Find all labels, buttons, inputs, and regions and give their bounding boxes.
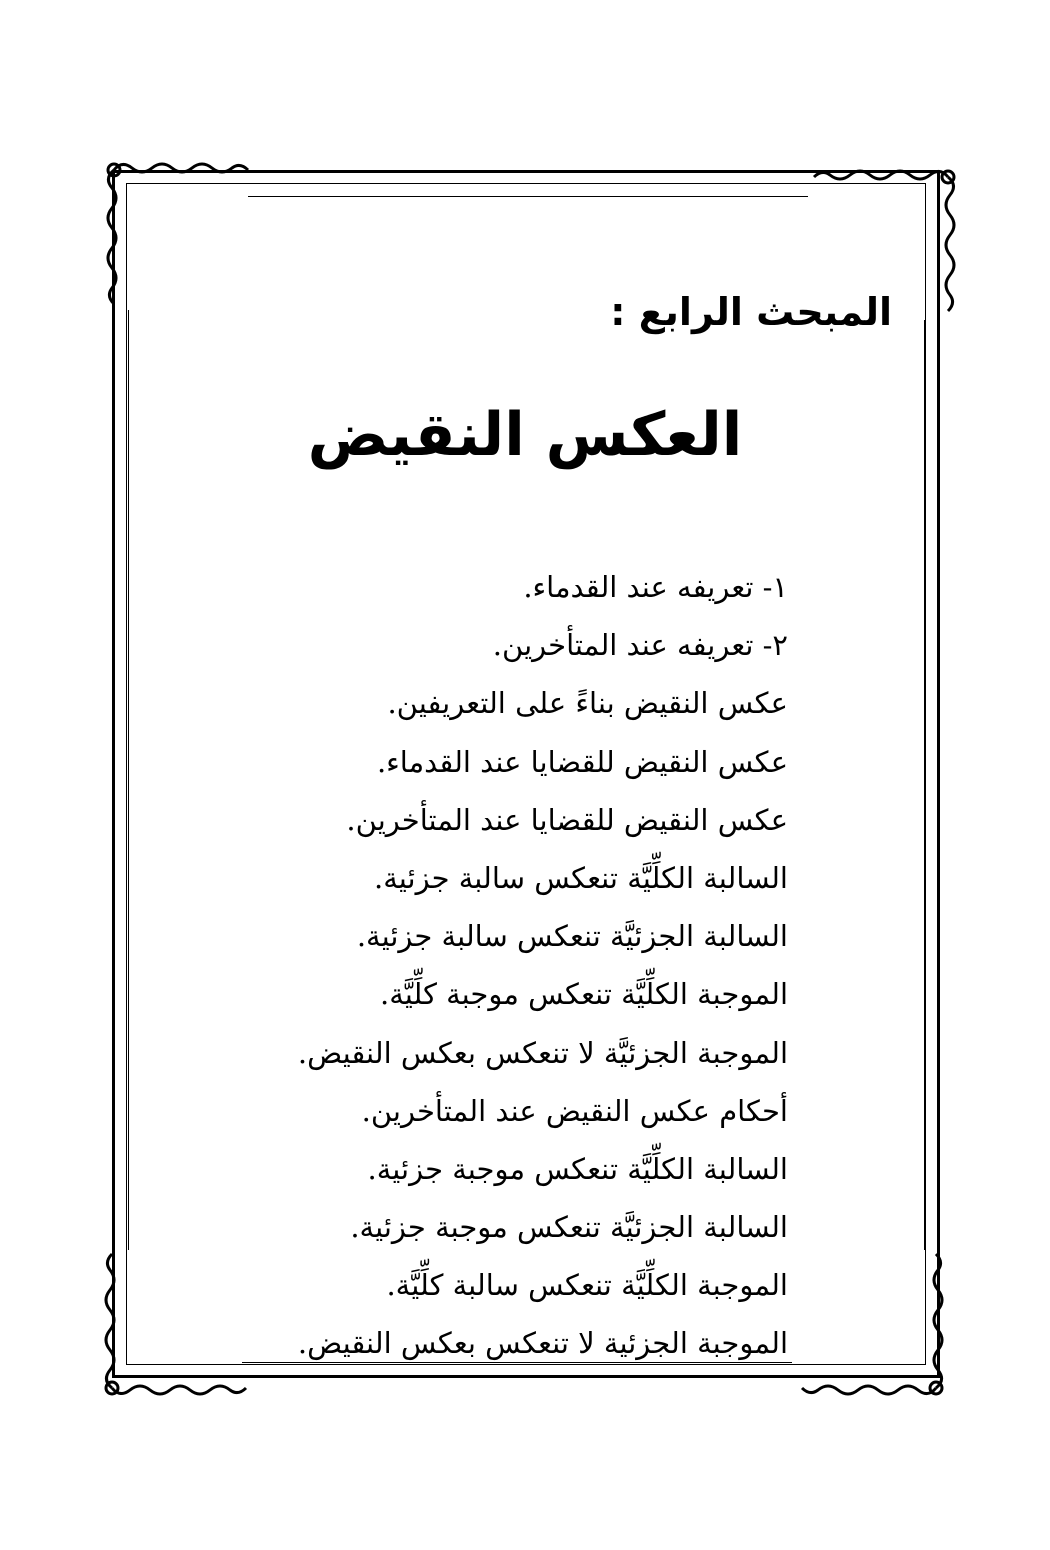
page-title: العكس النقيض bbox=[307, 400, 743, 470]
list-item: عكس النقيض للقضايا عند القدماء. bbox=[376, 744, 788, 779]
section-label: المبحث الرابع : bbox=[610, 290, 892, 334]
corner-ornament-top-left-icon bbox=[92, 148, 262, 328]
list-item: السالبة الكلِّيَّة تنعكس سالبة جزئية. bbox=[373, 860, 788, 895]
list-item: أحكام عكس النقيض عند المتأخرين. bbox=[361, 1093, 788, 1128]
list-item: السالبة الجزئيَّة تنعكس سالبة جزئية. bbox=[356, 919, 788, 954]
list-item: عكس النقيض للقضايا عند المتأخرين. bbox=[346, 802, 788, 837]
top-rule bbox=[248, 196, 808, 197]
list-item: الموجبة الكلِّيَّة تنعكس موجبة كلِّيَّة. bbox=[379, 977, 788, 1012]
list-item: عكس النقيض بناءً على التعريفين. bbox=[387, 686, 788, 721]
list-item: الموجبة الكلِّيَّة تنعكس سالبة كلِّيَّة. bbox=[386, 1268, 788, 1303]
corner-ornament-bottom-right-icon bbox=[780, 1230, 960, 1410]
topics-list bbox=[298, 558, 788, 1373]
list-item: السالبة الكلِّيَّة تنعكس موجبة جزئية. bbox=[367, 1151, 788, 1186]
list-item: ٢- تعريفه عند المتأخرين. bbox=[492, 628, 788, 663]
list-item: السالبة الجزئيَّة تنعكس موجبة جزئية. bbox=[350, 1210, 788, 1245]
corner-ornament-bottom-left-icon bbox=[88, 1230, 258, 1410]
list-item: الموجبة الجزئية لا تنعكس بعكس النقيض. bbox=[297, 1326, 788, 1361]
list-item: ١- تعريفه عند القدماء. bbox=[523, 570, 788, 604]
list-item: الموجبة الجزئيَّة لا تنعكس بعكس النقيض. bbox=[297, 1035, 788, 1070]
